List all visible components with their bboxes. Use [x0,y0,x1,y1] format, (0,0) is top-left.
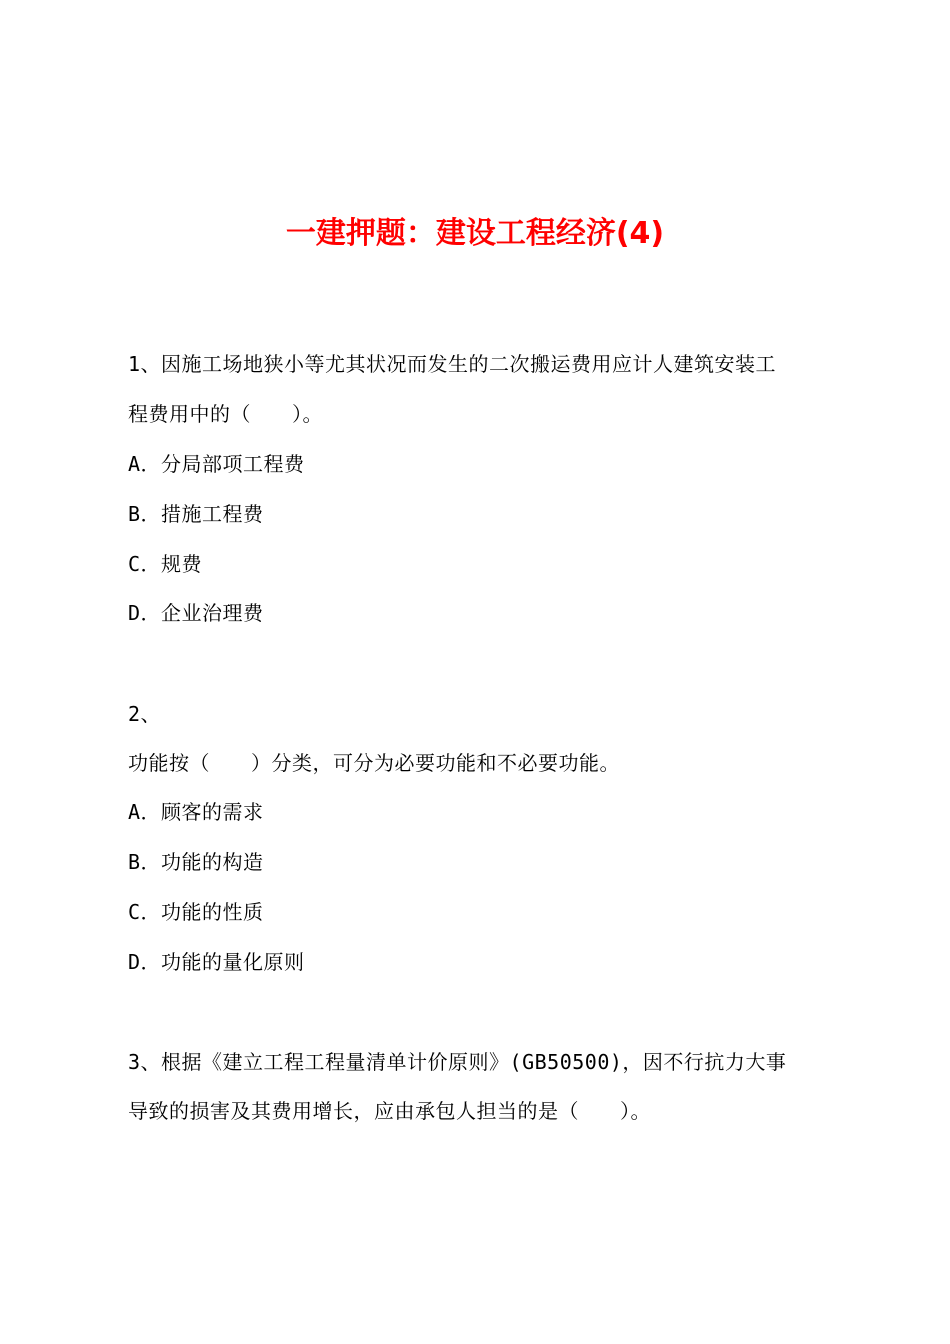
question-2-number: 2、 [128,702,162,726]
question-1-option-c: C．规费 [128,552,203,576]
question-1-option-d: D．企业治理费 [128,601,264,625]
question-3-stem-line-2: 导致的损害及其费用增长，应由承包人担当的是（ ）。 [128,1099,651,1123]
question-3-stem-line-1: 3、根据《建立工程工程量清单计价原则》(GB50500)，因不行抗力大事 [128,1050,787,1074]
question-2-option-d: D．功能的量化原则 [128,950,305,974]
question-2-option-a: A．顾客的需求 [128,800,264,824]
question-2-option-c: C．功能的性质 [128,900,264,924]
question-1-stem-line-2: 程费用中的（ ）。 [128,402,323,426]
question-1-option-a: A．分局部项工程费 [128,452,305,476]
question-2-option-b: B．功能的构造 [128,850,264,874]
question-1-stem-line-1: 1、因施工场地狭小等尤其状况而发生的二次搬运费用应计人建筑安装工 [128,352,777,376]
question-2-stem: 功能按（ ）分类，可分为必要功能和不必要功能。 [128,751,620,775]
question-1-option-b: B．措施工程费 [128,502,264,526]
page-title: 一建押题：建设工程经济(4) [285,216,665,251]
